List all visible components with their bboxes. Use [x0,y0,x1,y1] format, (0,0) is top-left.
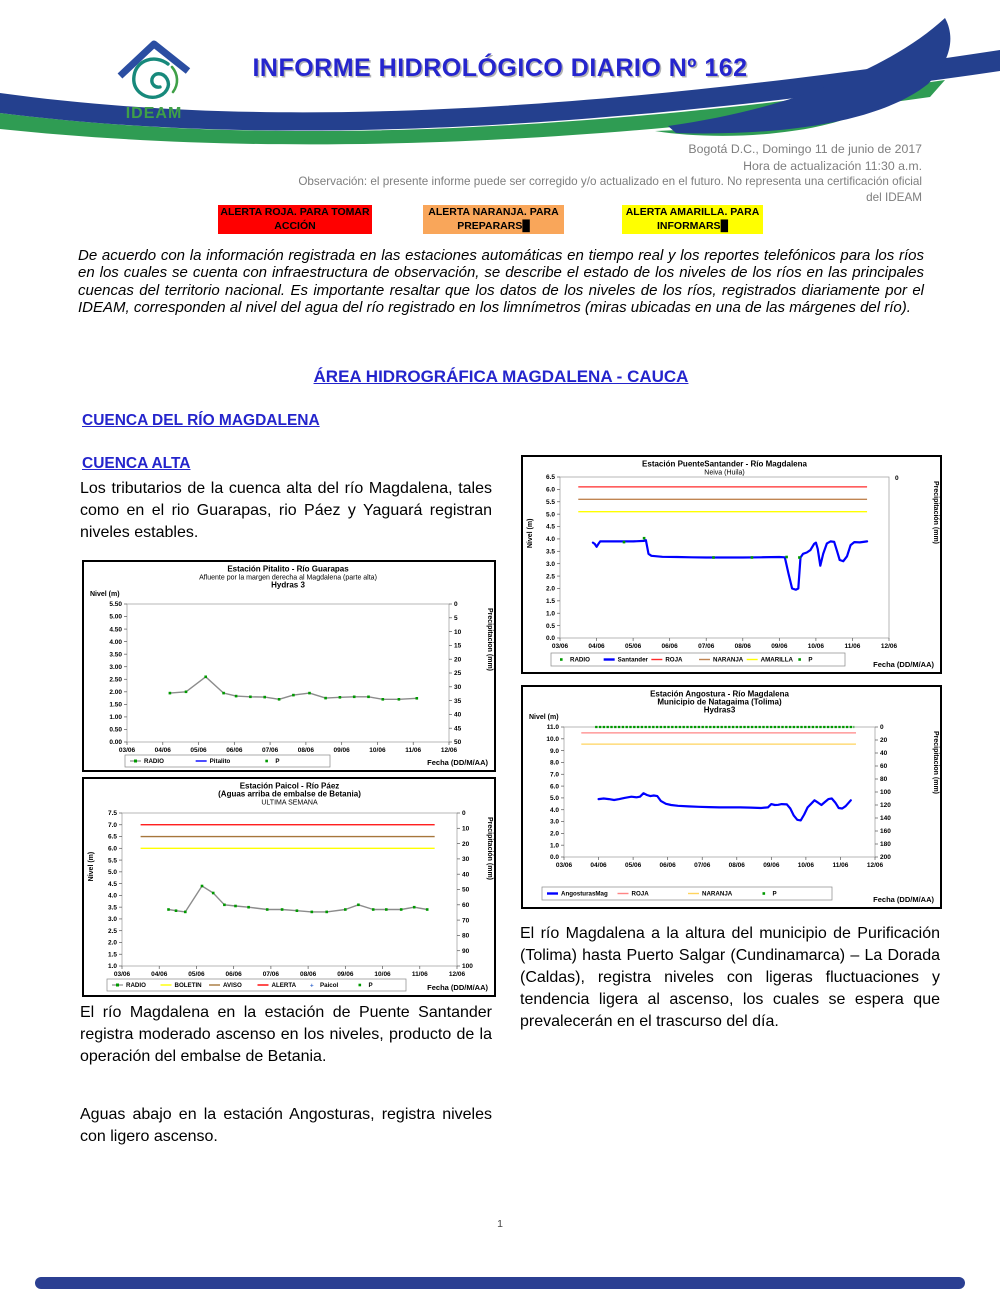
svg-text:Precipitación (mm): Precipitación (mm) [486,817,493,881]
svg-text:1.00: 1.00 [109,714,122,722]
svg-text:7.5: 7.5 [107,810,117,818]
svg-text:09/06: 09/06 [333,747,350,754]
svg-text:Estación Angostura - Río Magda: Estación Angostura - Río Magdalena [650,689,789,699]
svg-text:1.0: 1.0 [107,963,117,971]
svg-text:04/06: 04/06 [588,643,605,650]
svg-text:4.0: 4.0 [545,536,555,544]
svg-text:Fecha (DD/M/AA): Fecha (DD/M/AA) [427,758,488,767]
svg-text:5.0: 5.0 [107,869,117,877]
svg-text:6.0: 6.0 [549,783,559,791]
svg-text:06/06: 06/06 [225,971,242,978]
svg-text:0.00: 0.00 [109,739,122,747]
svg-text:10/06: 10/06 [374,971,391,978]
svg-text:10/06: 10/06 [369,747,386,754]
svg-text:5.0: 5.0 [549,795,559,803]
angosturas-paragraph: Aguas abajo en la estación Angosturas, registra niveles con ligero ascenso. [80,1106,492,1145]
svg-text:+: + [310,982,314,990]
svg-text:4.5: 4.5 [545,523,555,531]
svg-text:BOLETIN: BOLETIN [174,982,202,990]
svg-text:05/06: 05/06 [624,643,642,650]
svg-text:Fecha (DD/M/AA): Fecha (DD/M/AA) [873,660,934,669]
svg-text:Estación PuenteSantander - Río: Estación PuenteSantander - Río Magdalena [642,459,807,469]
svg-text:10.0: 10.0 [546,736,559,744]
svg-text:200: 200 [880,854,891,862]
svg-text:5.50: 5.50 [109,601,122,609]
svg-text:100: 100 [880,789,891,797]
cuenca-alta-heading: CUENCA ALTA [82,455,191,472]
svg-text:180: 180 [880,841,891,849]
svg-text:11.0: 11.0 [546,724,559,732]
svg-text:5.0: 5.0 [545,511,555,519]
svg-text:NARANJA: NARANJA [713,656,744,664]
svg-text:160: 160 [880,828,891,836]
svg-text:4.0: 4.0 [107,892,117,900]
svg-text:0.0: 0.0 [549,854,559,862]
svg-text:06/06: 06/06 [659,862,676,869]
svg-text:5: 5 [454,615,458,622]
chart-estacion-puentesantander [521,455,942,674]
svg-text:120: 120 [880,802,891,810]
svg-text:0.50: 0.50 [109,726,122,734]
cuenca-alta-paragraph: Los tributarios de la cuenca alta del río Magdalena, tales como en el rio Guarapas, rio Páez y Yaguará registran niveles estables. [80,480,492,541]
svg-text:60: 60 [462,902,470,909]
svg-text:35: 35 [454,697,462,705]
logo-wordmark: IDEAM [125,105,183,122]
svg-text:11/06: 11/06 [832,862,849,869]
svg-text:RADIO: RADIO [144,758,164,766]
svg-text:Paicol: Paicol [320,982,339,990]
svg-text:30: 30 [454,684,462,691]
svg-text:8.0: 8.0 [549,759,559,767]
svg-text:06/06: 06/06 [226,747,243,754]
svg-text:(Aguas arriba de embalse de Be: (Aguas arriba de embalse de Betania) [218,789,361,799]
svg-text:08/06: 08/06 [728,862,745,869]
svg-text:Precipitacion (mm): Precipitacion (mm) [486,608,493,672]
svg-text:0.5: 0.5 [545,622,555,630]
svg-text:0.0: 0.0 [545,635,555,643]
svg-text:08/06: 08/06 [299,971,317,978]
svg-text:04/06: 04/06 [590,862,607,869]
svg-text:Precipitación (mm): Precipitación (mm) [932,481,939,545]
svg-text:04/06: 04/06 [154,747,171,754]
svg-text:9.0: 9.0 [549,747,559,755]
svg-text:0: 0 [895,475,899,482]
svg-text:Pitalito: Pitalito [209,758,231,766]
svg-text:2.5: 2.5 [107,927,117,935]
svg-text:Afluente por la margen derecha: Afluente por la margen derecha al Magdalena (parte alta) [199,574,377,582]
date-block [282,141,922,206]
svg-text:09/06: 09/06 [771,643,788,650]
svg-text:6.0: 6.0 [107,845,117,853]
svg-text:3.5: 3.5 [545,548,555,556]
svg-text:Santander: Santander [617,656,648,664]
svg-text:5.5: 5.5 [107,857,117,865]
svg-text:11/06: 11/06 [411,971,428,978]
svg-text:1.5: 1.5 [107,951,117,959]
purificacion-paragraph: El río Magdalena a la altura del municipio de Purificación (Tolima) hasta Puerto Salgar (Cundinamarca) – La Dorada (Caldas), registra niveles con ligeras fluctuaciones y tendencia ligera al ascenso, los cuales se espera que prevalecerán en el trascurso del día. [520,925,940,1030]
svg-text:08/06: 08/06 [734,643,751,650]
svg-text:Nivel (m): Nivel (m) [529,714,559,721]
svg-text:2.0: 2.0 [549,830,559,838]
svg-text:3.0: 3.0 [107,916,117,924]
svg-text:60: 60 [880,763,888,771]
logo-cyclone-icon [134,59,169,97]
svg-text:1.0: 1.0 [549,842,559,850]
svg-text:7.0: 7.0 [549,771,559,779]
svg-text:40: 40 [462,871,470,879]
svg-text:03/06: 03/06 [113,971,131,978]
svg-text:03/06: 03/06 [118,747,136,754]
svg-text:05/06: 05/06 [624,862,642,869]
svg-text:90: 90 [462,947,470,955]
svg-text:12/06: 12/06 [440,747,458,754]
svg-text:50: 50 [462,886,470,894]
svg-text:AMARILLA: AMARILLA [760,656,793,664]
svg-text:03/06: 03/06 [551,643,569,650]
svg-text:07/06: 07/06 [261,747,279,754]
svg-text:20: 20 [880,737,888,745]
svg-text:140: 140 [880,815,891,823]
svg-text:15: 15 [454,642,462,650]
svg-text:4.5: 4.5 [107,880,117,888]
section-title: ÁREA HIDROGRÁFICA MAGDALENA - CAUCA [313,367,689,386]
puente-santander-paragraph: El río Magdalena en la estación de Puente Santander registra moderado ascenso en los niveles, producto de la operación del embalse de Betania. [80,1004,492,1065]
svg-text:3.0: 3.0 [549,818,559,826]
svg-text:07/06: 07/06 [262,971,280,978]
svg-text:30: 30 [462,856,470,864]
svg-text:P: P [368,982,373,990]
svg-text:05/06: 05/06 [188,971,205,978]
svg-text:4.00: 4.00 [109,638,122,646]
svg-text:11/06: 11/06 [405,747,422,754]
ideam-logo [108,34,200,122]
svg-text:7.0: 7.0 [107,821,117,829]
chart-estacion-pitalito [82,560,496,772]
svg-text:Neiva (Huila): Neiva (Huila) [704,469,745,477]
svg-text:80: 80 [880,776,888,784]
date-line: Bogotá D.C., Domingo 11 de junio de 2017 [688,142,922,156]
svg-text:Municipio de Natagaima (Tolima: Municipio de Natagaima (Tolima) [657,697,782,707]
subsection-title: CUENCA DEL RÍO MAGDALENA [82,412,320,429]
svg-text:P: P [808,656,813,664]
svg-text:2.5: 2.5 [545,573,555,581]
svg-text:2.0: 2.0 [107,939,117,947]
svg-text:6.0: 6.0 [545,486,555,494]
chart-estacion-angostura [521,685,942,909]
svg-text:10/06: 10/06 [807,643,825,650]
svg-text:20: 20 [454,656,462,664]
svg-text:Nivel (m): Nivel (m) [90,591,120,598]
page-title: INFORME HIDROLÓGICO DIARIO Nº 162 [252,54,748,82]
svg-text:1.0: 1.0 [545,610,555,618]
svg-text:06/06: 06/06 [661,643,678,650]
svg-text:3.50: 3.50 [109,651,122,659]
svg-text:70: 70 [462,917,470,925]
svg-text:6.5: 6.5 [545,474,555,482]
svg-text:09/06: 09/06 [337,971,354,978]
svg-text:6.5: 6.5 [107,833,117,841]
svg-text:12/06: 12/06 [880,643,898,650]
chart-estacion-paicol [82,777,496,997]
svg-text:12/06: 12/06 [866,862,884,869]
alert-orange-badge: ALERTA NARANJA. PARA PREPARARS█ [423,205,564,234]
svg-text:1.50: 1.50 [109,701,122,709]
svg-text:100: 100 [462,963,473,971]
svg-text:2.0: 2.0 [545,585,555,593]
svg-text:Fecha (DD/M/AA): Fecha (DD/M/AA) [427,983,488,992]
svg-text:45: 45 [454,725,462,733]
footer-bar [35,1277,965,1289]
svg-text:2.00: 2.00 [109,689,122,697]
svg-text:ALERTA: ALERTA [271,982,297,990]
svg-text:50: 50 [454,739,462,747]
svg-text:ROJA: ROJA [665,656,683,664]
svg-text:P: P [772,890,777,898]
svg-text:5.00: 5.00 [109,613,122,621]
svg-text:07/06: 07/06 [698,643,715,650]
svg-text:0: 0 [454,601,458,609]
svg-text:11/06: 11/06 [844,643,861,650]
svg-text:10: 10 [462,825,470,833]
svg-text:Estación Pitalito - Río Guara: Estación Pitalito - Río Guarapas [227,564,349,574]
svg-text:Nivel (m): Nivel (m) [88,851,95,882]
svg-text:07/06: 07/06 [694,862,711,869]
svg-text:10: 10 [454,628,462,636]
svg-text:5.5: 5.5 [545,498,555,506]
svg-text:Fecha (DD/M/AA): Fecha (DD/M/AA) [873,895,934,904]
svg-text:08/06: 08/06 [297,747,315,754]
svg-text:0: 0 [462,810,466,818]
alert-yellow-badge: ALERTA AMARILLA. PARA INFORMARS█ [622,205,763,234]
svg-text:25: 25 [454,670,462,678]
svg-text:3.5: 3.5 [107,904,117,912]
svg-text:ROJA: ROJA [631,890,649,898]
svg-text:2.50: 2.50 [109,676,122,684]
observation-line: Observación: el presente informe puede ser corregido y/o actualizado en el futuro. No representa una certificación oficial del IDEAM [298,175,922,204]
svg-text:0: 0 [880,724,884,732]
svg-text:3.00: 3.00 [109,663,122,671]
svg-text:09/06: 09/06 [763,862,780,869]
svg-text:RADIO: RADIO [126,982,146,990]
svg-text:P: P [275,758,280,766]
svg-text:40: 40 [880,750,888,758]
svg-text:20: 20 [462,840,470,848]
svg-text:AngosturasMag: AngosturasMag [561,890,608,898]
svg-text:Estación Paicol - Río Páez: Estación Paicol - Río Páez [239,781,340,791]
svg-text:NARANJA: NARANJA [702,890,733,898]
update-time-line: Hora de actualización 11:30 a.m. [743,158,922,173]
svg-text:Nivel (m): Nivel (m) [527,518,534,549]
svg-text:Precipitacion (mm): Precipitacion (mm) [932,731,939,795]
svg-text:AVISO: AVISO [223,982,242,990]
svg-text:Hydras3: Hydras3 [703,705,736,715]
intro-paragraph: De acuerdo con la información registrada en las estaciones automáticas en tiempo real y los reportes telefónicos para los ríos en los cuales se cuenta con infraestructura de observación, se describe el estado de los niveles de los ríos en las principales cuencas del territorio nacional. Es importante resaltar que los datos de los niveles de los ríos, registrados diariamente por el IDEAM, corresponden al nivel del agua del río registrado en los limnímetros (miras ubicadas en una de las márgenes del río). [78,247,924,317]
svg-text:40: 40 [454,711,462,719]
svg-text:4.50: 4.50 [109,626,122,634]
svg-text:Hydras 3: Hydras 3 [271,580,305,590]
svg-text:05/06: 05/06 [190,747,207,754]
svg-text:RADIO: RADIO [570,656,590,664]
page-number: 1 [497,1218,503,1230]
svg-text:4.0: 4.0 [549,806,559,814]
svg-text:1.5: 1.5 [545,598,555,606]
svg-text:ULTIMA SEMANA: ULTIMA SEMANA [261,799,318,807]
svg-text:10/06: 10/06 [797,862,815,869]
alert-red-badge: ALERTA ROJA. PARA TOMAR ACCIÓN [218,205,372,234]
svg-text:3.0: 3.0 [545,560,555,568]
svg-text:03/06: 03/06 [555,862,573,869]
svg-text:12/06: 12/06 [448,971,466,978]
svg-text:80: 80 [462,932,470,940]
svg-text:04/06: 04/06 [151,971,168,978]
